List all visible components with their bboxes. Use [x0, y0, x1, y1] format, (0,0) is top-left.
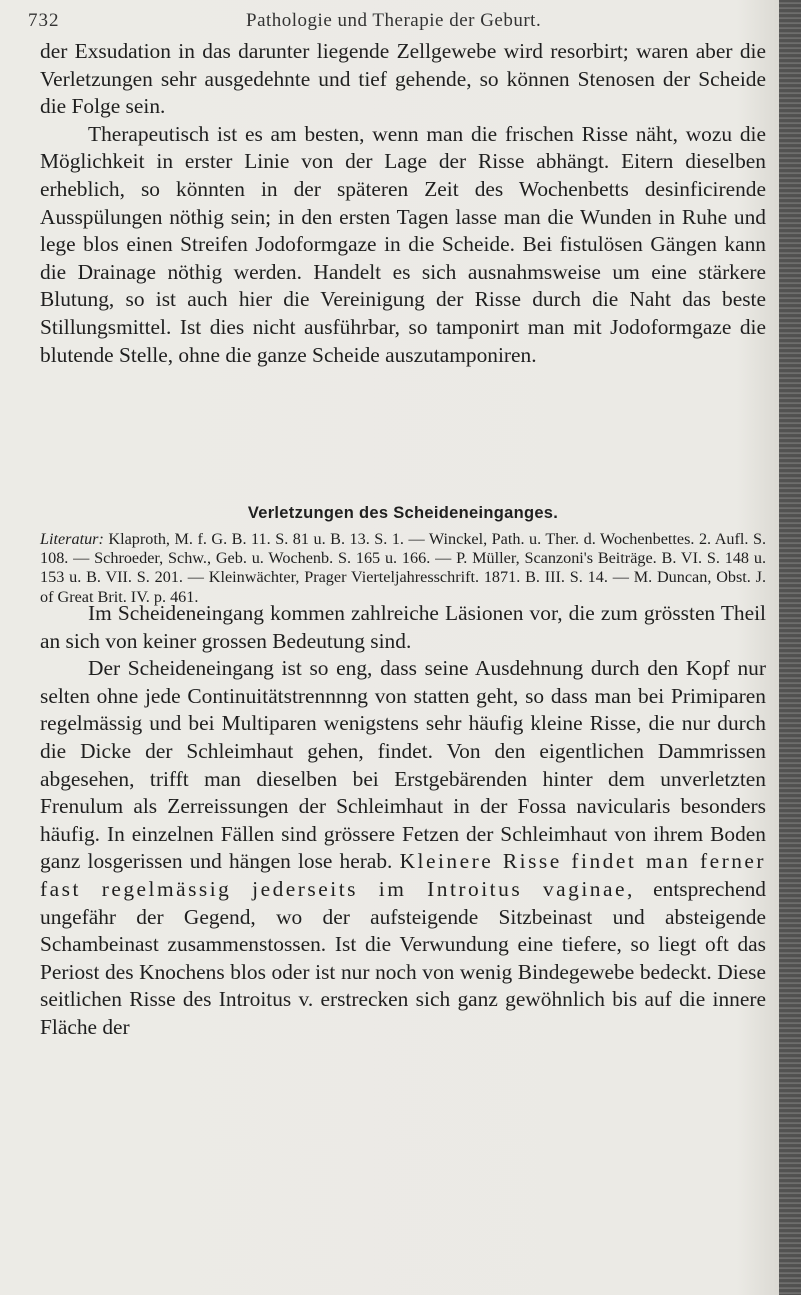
page-header: [24, 10, 764, 36]
paragraph-part-c: entsprechend ungefähr der Gegend, wo der aufsteigende Sitzbeinast und absteigende Schambeinast zusammenstossen. Ist die Verwundung eine tiefere, so liegt oft das Periost des Knochens blos oder ist nur noch von wenig Bindegewebe bedeckt. Diese seitlichen Risse des Introitus v. erstrecken sich ganz gewöhnlich bis auf die innere Fläche der: [40, 876, 766, 1039]
page-edge-shadow: [779, 0, 801, 1295]
paragraph-scheideneingang-intro: Im Scheideneingang kommen zahlreiche Läsionen vor, die zum grössten Theil an sich von keiner grossen Bedeutung sind.: [40, 601, 766, 653]
section-heading: Verletzungen des Scheideneinganges.: [247, 504, 559, 522]
paragraph-scheideneingang-main: [40, 655, 766, 1041]
page-number: 732: [28, 10, 60, 31]
paragraph-exsudation: der Exsudation in das darunter liegende Zellgewebe wird resorbirt; waren aber die Verletzungen sehr ausgedehnte und tief gehende, so können Stenosen der Scheide die Folge sein.: [40, 39, 766, 119]
literature-block: [40, 530, 766, 607]
paragraph-therapie: Therapeutisch ist es am besten, wenn man die frischen Risse näht, wozu die Möglichkeit in erster Linie von der Lage der Risse abhängt. Eitern dieselben erheblich, so könnten in der späteren Zeit des Wochenbetts desinficirende Ausspülungen nöthig sein; in den ersten Tagen lasse man die Wunden in Ruhe und lege blos einen Streifen Jodoformgaze in die Scheide. Bei fistulösen Gängen kann die Drainage nöthig werden. Handelt es sich ausnahmsweise um eine stärkere Blutung, so ist auch hier die Vereinigung der Risse durch die Naht das beste Stillungsmittel. Ist dies nicht ausführbar, so tamponirt man mit Jodoformgaze die blutende Stelle, ohne die ganze Scheide auszutamponiren.: [40, 121, 766, 367]
literature-list: [40, 530, 766, 607]
literature-text: Klaproth, M. f. G. B. 11. S. 81 u. B. 13. S. 1. — Winckel, Path. u. Ther. d. Wochenbettes. 2. Aufl. S. 108. — Schroeder, Schw., Geb. u. Wochenb. S. 165 u. 166. — P. Müller, Scanzoni's Beiträge. B. VI. S. 148 u. 153 u. B. VII. S. 201. — Kleinwächter, Prager Vierteljahresschrift. 1871. B. III. S. 14. — M. Duncan, Obst. J. of Great Brit. IV. p. 461.: [40, 530, 767, 606]
text-block-bottom: [40, 600, 766, 1042]
spaced-emphasis: Kleinere Risse findet man ferner fast regelmässig jederseits im Introitus vaginae,: [40, 849, 767, 901]
running-title: Pathologie und Therapie der Geburt.: [246, 10, 542, 31]
literature-label: Literatur:: [40, 530, 104, 548]
text-block-top: [40, 38, 766, 369]
paragraph-part-a: Der Scheideneingang ist so eng, dass seine Ausdehnung durch den Kopf nur selten ohne jede Continuitätstrennnng von statten geht, so dass man bei Primiparen regelmässig und bei Multiparen wenigstens sehr häufig kleine Risse, die nur durch die Dicke der Schleimhaut gehen, findet. Von den eigentlichen Dammrissen abgesehen, trifft man dieselben bei Erstgebärenden hinter dem unverletzten Frenulum als Zerreissungen der Schleimhaut in der Fossa navicularis besonders häufig. In einzelnen Fällen sind grössere Fetzen der Schleimhaut von ihrem Boden ganz losgerissen und hängen lose herab.: [40, 656, 766, 874]
